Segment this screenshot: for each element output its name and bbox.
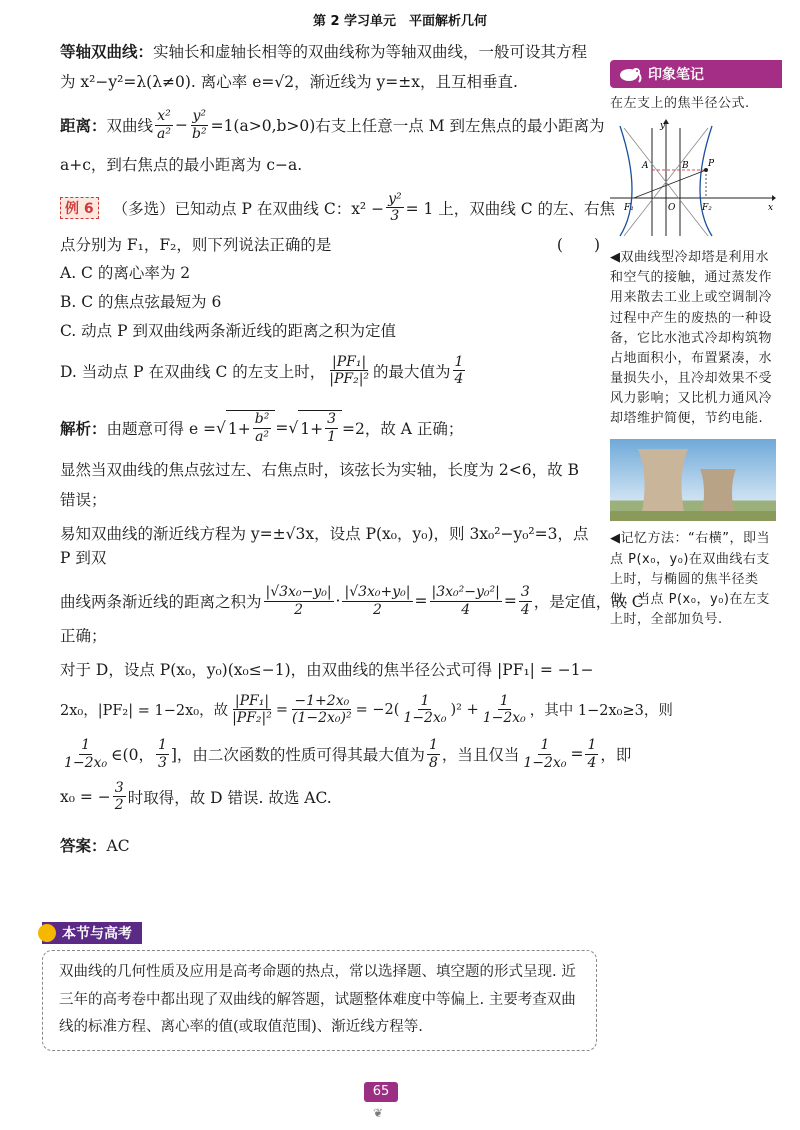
note-focal-radius: 在左支上的焦半径公式. [610,96,750,111]
frac-den: 4 [454,371,464,388]
frac-num: |√3x₀+y₀| [344,583,411,600]
solution-text: 曲线两条渐近线的距离之积为 [60,593,262,612]
frac-num: |PF₁| [332,353,367,370]
example-pre: （多选）已知动点 P 在双曲线 C：x² − [112,199,385,218]
example-row [60,190,616,226]
def-line2: 为 x²−y²=λ(λ≠0). 离心率 e=√2，渐近线为 y=±x，且互相垂直. [60,73,518,92]
equals: = −2( [355,701,400,718]
frac-num: 1 [420,692,430,709]
solution-text: ，其中 1−2x₀≥3，则 [529,703,673,720]
distance-line2: a+c，到右焦点的最小距离为 c−a. [60,155,303,174]
minus-sign: − [175,116,188,135]
frac-num: 1 [81,737,90,754]
fraction [190,108,209,143]
frac-den: (1−2x₀)² [292,710,352,727]
frac-num: 1 [540,737,550,754]
rad-text: 1+ [227,419,251,438]
frac-num: 3 [327,411,337,428]
fraction [327,354,371,389]
answer-paren: ( ) [556,236,600,255]
sqrt-expr: √ 1+ $\frac{\text{b²}}{\text{a²}}$ [216,410,275,446]
fraction [521,737,568,772]
tower-left [638,449,688,521]
label-p: P [708,159,715,170]
equals: = [275,419,289,438]
focal-segment [634,170,706,198]
example-post: = 1 上，双曲线 C 的左、右焦 [405,199,616,218]
equals: = [414,592,428,611]
frac-den: 1−2x₀ [403,710,447,727]
label-b: B [682,161,689,172]
left-branch [620,126,632,236]
solution-s7 [60,737,632,772]
fraction [481,693,528,728]
label-f2: F₂ [702,203,712,214]
solution-s5: 对于 D，设点 P(x₀，y₀)(x₀≤−1)，由双曲线的焦半径公式可得 |PF₁| = −1− [60,661,594,680]
label-x: x [768,203,774,214]
frac-den: 2 [373,601,382,618]
x-axis-arrow [772,195,776,201]
frac-num: −1+2x₀ [294,692,350,709]
frac-den: 4 [461,601,471,618]
frac-num: 3 [114,779,124,796]
fraction [290,693,354,728]
solution-s2: 显然当双曲线的焦点弦过左、右焦点时，该弦长为实轴，长度为 2<6，故 B [60,460,579,479]
def-lead: 等轴双曲线： [60,43,154,61]
fraction [325,411,338,446]
distance-pre: 双曲线 [106,117,154,136]
option-c: C. 动点 P 到双曲线两条渐近线的距离之积为定值 [60,321,396,340]
frac-num: 3 [520,583,530,600]
fraction [264,584,334,619]
frac-den: 2 [114,797,124,814]
solution-s3: 易知双曲线的渐近线方程为 y=±√3x，设点 P(x₀，y₀)，则 3x₀²−y₀²=3，点 P 到双 [60,524,589,567]
square-plus: )² + [450,701,479,718]
frac-num: 1 [587,737,597,754]
frac-den: b² [192,125,207,142]
fraction [427,737,440,772]
frac-den: 1−2x₀ [523,754,567,771]
frac-den: a² [157,125,171,142]
solution-text: ，是定值，故 C [533,593,644,612]
rad-text: 1+ [300,419,324,438]
page-number: 65 [364,1082,398,1102]
elephant-icon [616,64,642,84]
solution-text: x₀ = − [60,787,111,806]
solution-s2b: 错误； [60,490,107,509]
fraction [342,584,412,619]
frac-num: |PF₁| [234,692,270,709]
frac-num: |√3x₀−y₀| [265,583,332,600]
frac-num: y² [388,190,402,207]
frac-den: 1−2x₀ [64,754,108,771]
distance-lead: 距离： [60,117,107,136]
frac-den: 8 [428,754,438,771]
def-line1: 实轴长和虚轴长相等的双曲线称为等轴双曲线，一般可设其方程 [153,43,588,61]
note-cooling-tower: ◀双曲线型冷却塔是利用水和空气的接触，通过蒸发作用来散去工业上或空调制冷过程中产生的废热的一种设备，它比水池式冷却构筑物占地面积小，布置紧凑，水量损失小，且冷却效果不受风力影响；又比机力通风冷却塔维护简便，节约电能. [610,250,773,427]
cooling-tower-illustration [610,439,776,521]
right-branch [700,126,712,236]
equals: = [570,745,584,764]
fraction [386,191,404,226]
frac-den: 3 [157,754,167,771]
exam-section-title: 本节与高考 [42,922,142,944]
frac-den: 4 [587,754,597,771]
distance-row [60,108,605,143]
fraction [253,411,272,446]
frac-num: 1 [454,353,464,370]
answer-value: AC [106,837,130,856]
label-o: O [668,203,676,214]
option-d-mid: 的最大值为 [373,362,451,381]
solution-s6 [60,692,673,728]
frac-num: 1 [428,737,438,754]
example-tag: 例 6 [60,197,99,219]
ground [610,511,776,521]
note-badge [610,60,782,88]
exam-section [42,922,597,1051]
bird-icon: ❦ [373,1106,384,1120]
interval-open: ∈(0， [111,746,154,765]
def-paragraph [60,40,600,64]
frac-den: 2 [294,601,303,618]
solution-text: 时取得，故 D 错误. 故选 AC. [127,788,332,807]
frac-den: |PF₂|² [329,371,370,388]
fraction [453,354,466,389]
equals: = [275,701,289,718]
solution-text: =2，故 A 正确； [342,420,464,439]
option-d-pre: D. 当动点 P 在双曲线 C 的左支上时， [60,362,326,381]
fraction [519,584,532,619]
frac-num: 1 [157,737,167,754]
dot-operator: · [335,592,341,611]
solution-s8 [60,780,600,815]
example-line2-row [60,233,600,255]
fraction [62,737,109,772]
label-a: A [642,161,649,172]
solution-text: 2x₀，|PF₂| = 1−2x₀，故 [60,703,229,720]
frac-num: |3x₀²−y₀²| [431,583,500,600]
frac-num: x² [157,108,171,125]
note-memory-method: ◀记忆方法：“右横”，即当点 P(x₀，y₀)在双曲线右支上时，与椭圆的焦半径类似，当点 P(x₀，y₀)在左支上时，全部加负号. [610,531,770,627]
solution-text: ，即 [600,746,632,765]
fraction [156,737,169,772]
sidebar-notes [610,60,782,630]
option-d [60,354,600,389]
option-b: B. C 的焦点弦最短为 6 [60,293,222,312]
solution-s1 [60,410,600,446]
fraction [113,780,126,815]
frac-den: 1 [327,429,337,446]
frac-den: a² [255,429,270,446]
fraction [430,584,502,619]
label-f1: F₁ [624,203,634,214]
hyperbola-diagram [610,118,776,238]
frac-num: y² [192,108,207,125]
fraction [401,693,448,728]
solution-text: ]，由二次函数的性质可得其最大值为 [170,746,425,765]
fraction [230,693,274,728]
frac-den: 4 [520,601,530,618]
frac-num: b² [254,411,270,428]
note-badge-label: 印象笔记 [648,67,704,83]
equals: = [503,592,517,611]
frac-num: 1 [499,692,509,709]
main-column [60,40,673,858]
frac-den: |PF₂|² [232,710,272,727]
solution-text: 由题意可得 e = [106,420,217,439]
options-list [60,261,600,388]
answer-lead: 答案： [60,837,107,856]
frac-den: 3 [390,208,400,225]
example-line2: 点分别为 F₁，F₂，则下列说法正确的是 [60,236,332,255]
solution-text: ，当且仅当 [441,746,520,765]
running-header: 第 2 学习单元 平面解析几何 [312,14,488,29]
solution-s4b: 正确； [60,627,107,646]
solution-lead: 解析： [60,420,107,439]
frac-den: 1−2x₀ [482,710,526,727]
cooling-tower-photo [610,439,776,521]
fraction [585,737,598,772]
option-a: A. C 的离心率为 2 [60,264,191,283]
solution-s4 [60,583,644,619]
label-y: y [660,121,666,132]
distance-post: =1(a>0,b>0)右支上任意一点 M 到左焦点的最小距离为 [210,117,605,136]
exam-section-body: 双曲线的几何性质及应用是高考命题的热点，常以选择题、填空题的形式呈现. 近三年的高考卷中都出现了双曲线的解答题，试题整体难度中等偏上. 主要考查双曲线的标准方程、离心率的值(或取值范围)、渐近线方程等. [42,950,597,1051]
fraction [155,108,173,143]
sqrt-expr: √ 1+ $\frac{3}{1}$ [288,410,342,446]
answer-line [60,834,600,858]
